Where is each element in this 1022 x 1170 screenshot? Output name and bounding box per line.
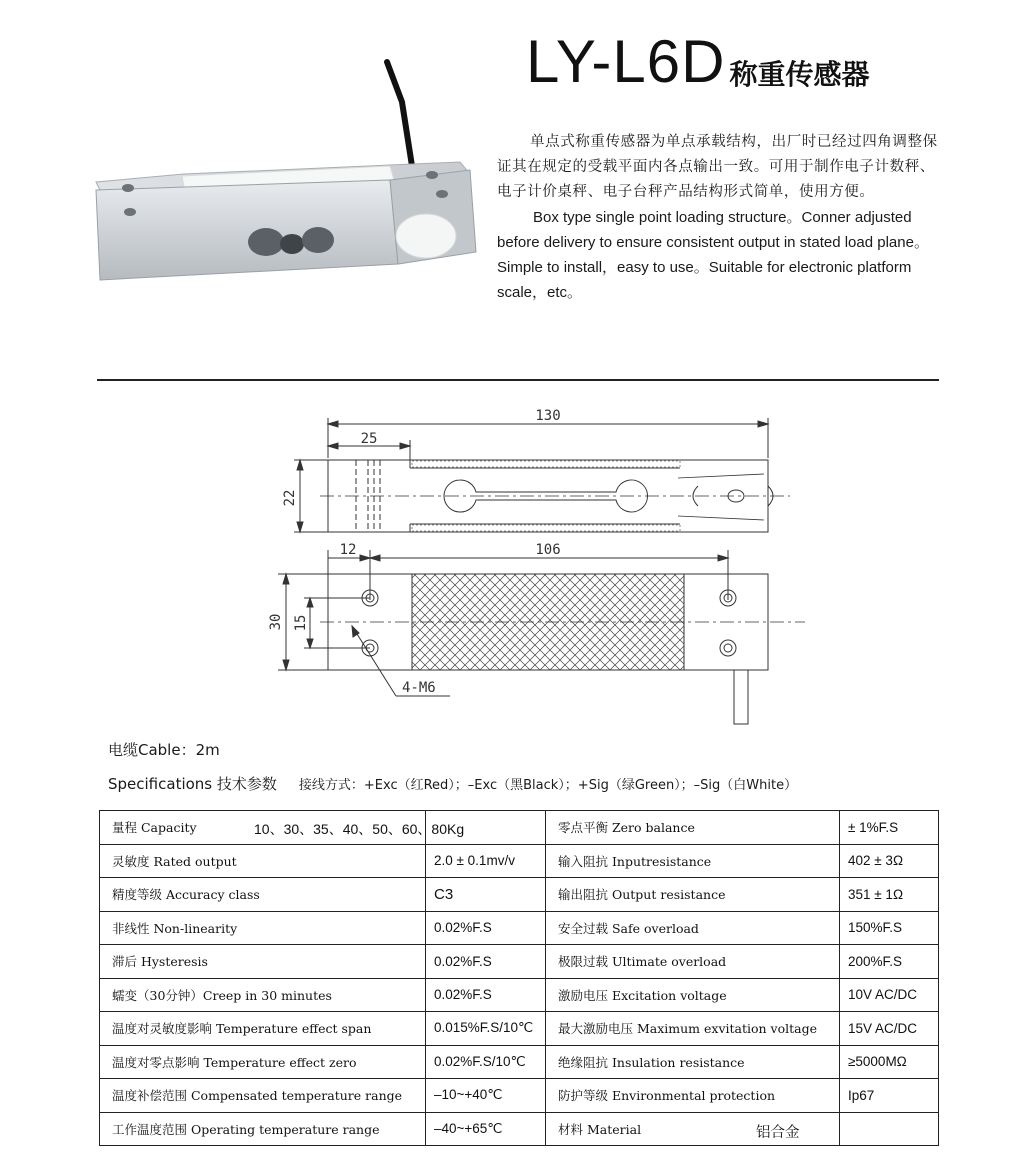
spec-value: 0.02%F.S/10℃	[426, 1045, 546, 1079]
spec-label	[546, 1112, 840, 1146]
spec-label: 滞后 Hysteresis	[100, 945, 426, 979]
table-row	[100, 945, 939, 979]
hole-callout: 4-M6	[402, 680, 436, 696]
spec-value: 150%F.S	[840, 911, 939, 945]
spec-heading: Specifications 技术参数	[108, 775, 277, 793]
product-title	[526, 22, 870, 95]
spec-value-capacity: 10、30、35、40、50、60、80Kg	[254, 821, 465, 837]
spec-label: 精度等级 Accuracy class	[100, 878, 426, 912]
dim-height: 22	[282, 489, 298, 507]
spec-label: 防护等级 Environmental protection	[546, 1079, 840, 1113]
dim-hole-pitch: 15	[293, 614, 309, 632]
spec-value	[840, 1112, 939, 1146]
spec-label-text: 量程 Capacity	[112, 820, 197, 836]
section-divider	[97, 379, 939, 381]
spec-value: 0.015%F.S/10℃	[426, 1012, 546, 1046]
description-cn: 单点式称重传感器为单点承载结构，出厂时已经过四角调整保证其在规定的受载平面内各点输出一致。可用于制作电子计数秤、电子计价桌秤、电子台秤产品结构形式简单，使用方便。	[497, 134, 938, 200]
spec-value: ± 1%F.S	[840, 811, 939, 845]
spec-value: 0.02%F.S	[426, 945, 546, 979]
dim-total-length: 130	[535, 408, 561, 424]
spec-value-material: 铝合金	[756, 1124, 800, 1141]
spec-label: 绝缘阻抗 Insulation resistance	[546, 1045, 840, 1079]
spec-value: C3	[426, 878, 546, 912]
dim-offset: 25	[360, 431, 378, 447]
table-row	[100, 844, 939, 878]
product-name-cn: 称重传感器	[729, 58, 870, 91]
table-row	[100, 911, 939, 945]
dim-hole-offset: 12	[339, 542, 357, 558]
spec-value: Ip67	[840, 1079, 939, 1113]
spec-value: –40~+65℃	[426, 1112, 546, 1146]
spec-value: 351 ± 1Ω	[840, 878, 939, 912]
spec-label: 工作温度范围 Operating temperature range	[100, 1112, 426, 1146]
spec-value: 200%F.S	[840, 945, 939, 979]
spec-label: 安全过载 Safe overload	[546, 911, 840, 945]
table-row	[100, 1012, 939, 1046]
table-row	[100, 1045, 939, 1079]
spec-label: 输入阻抗 Inputresistance	[546, 844, 840, 878]
table-row	[100, 978, 939, 1012]
spec-value: 10V AC/DC	[840, 978, 939, 1012]
load-cell-photo	[90, 58, 490, 288]
spec-label: 温度对零点影响 Temperature effect zero	[100, 1045, 426, 1079]
spec-value: ≥5000MΩ	[840, 1045, 939, 1079]
spec-label: 零点平衡 Zero balance	[546, 811, 840, 845]
dim-width: 30	[268, 613, 284, 631]
table-row	[100, 811, 939, 845]
spec-value: 0.02%F.S	[426, 978, 546, 1012]
spec-value: 15V AC/DC	[840, 1012, 939, 1046]
technical-drawing	[260, 400, 820, 720]
spec-heading-row	[108, 773, 938, 794]
spec-label: 温度补偿范围 Compensated temperature range	[100, 1079, 426, 1113]
description-en: Box type single point loading structure。Conner adjusted before delivery to ensure consistent output in stated load plane。Simple to install，easy to use。Suitable for electronic platform scale，etc。	[497, 209, 929, 301]
specifications-table	[99, 810, 939, 1146]
spec-label: 温度对灵敏度影响 Temperature effect span	[100, 1012, 426, 1046]
table-row	[100, 878, 939, 912]
spec-value: 0.02%F.S	[426, 911, 546, 945]
cable-length: 电缆Cable：2m	[108, 741, 220, 759]
spec-label: 输出阻抗 Output resistance	[546, 878, 840, 912]
table-row	[100, 1079, 939, 1113]
spec-label: 灵敏度 Rated output	[100, 844, 426, 878]
spec-label	[100, 811, 465, 845]
spec-value: 402 ± 3Ω	[840, 844, 939, 878]
product-description	[497, 130, 947, 305]
spec-label: 最大激励电压 Maximum exvitation voltage	[546, 1012, 840, 1046]
spec-value: –10~+40℃	[426, 1079, 546, 1113]
spec-label: 非线性 Non-linearity	[100, 911, 426, 945]
spec-label-text: 材料 Material	[558, 1121, 642, 1137]
model-number: LY-L6D	[526, 28, 726, 95]
top-view	[268, 542, 805, 724]
spec-label: 极限过载 Ultimate overload	[546, 945, 840, 979]
spec-label: 蠕变（30分钟）Creep in 30 minutes	[100, 978, 426, 1012]
spec-value: 2.0 ± 0.1mv/v	[426, 844, 546, 878]
dim-hole-span: 106	[535, 542, 561, 558]
spec-label: 激励电压 Excitation voltage	[546, 978, 840, 1012]
side-view	[282, 408, 790, 532]
table-row	[100, 1112, 939, 1146]
wiring-scheme: 接线方式：+Exc（红Red）；–Exc（黑Black）；+Sig（绿Green）；–Sig（白White）	[298, 778, 798, 793]
